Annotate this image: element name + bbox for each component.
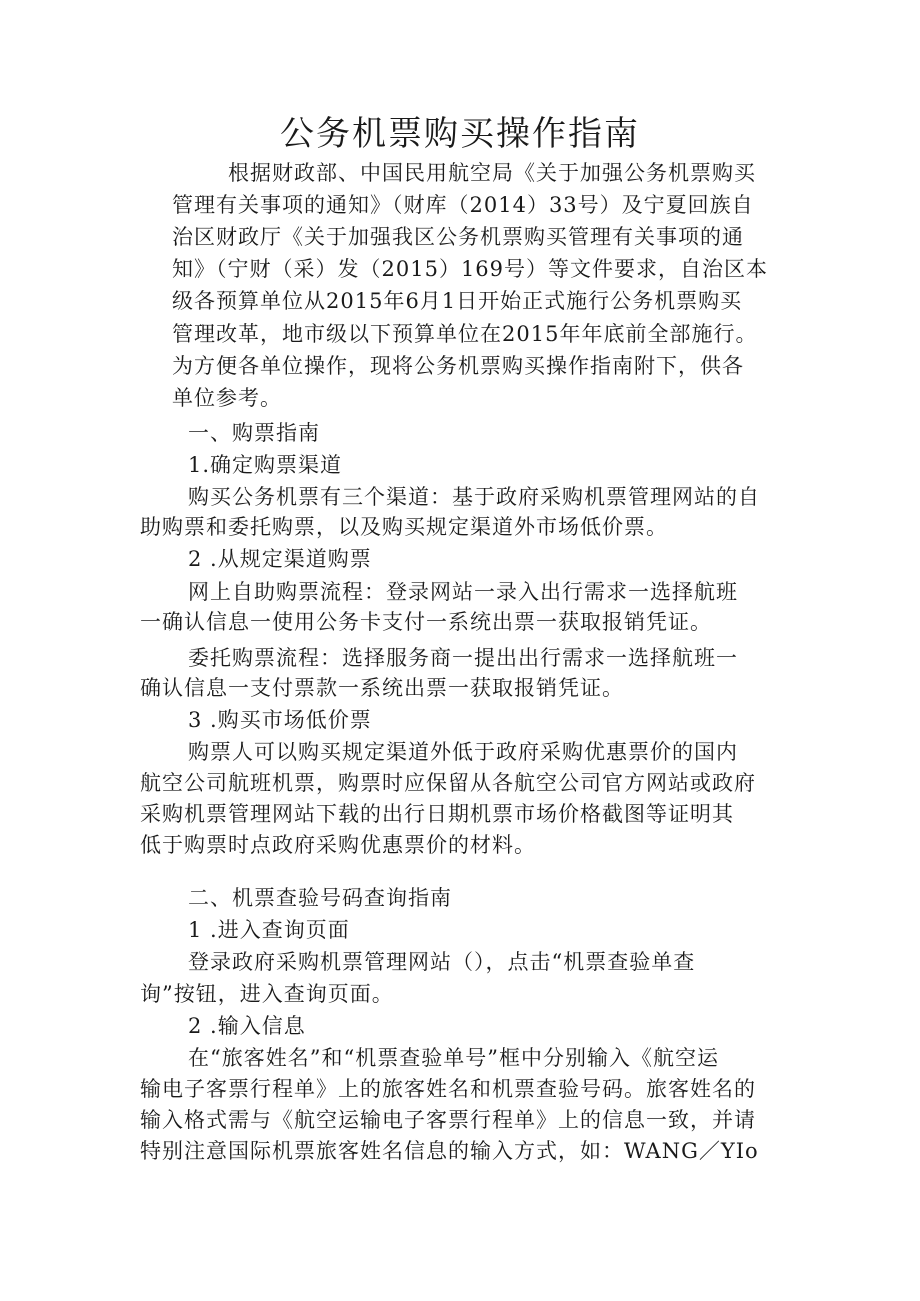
intro-line: 单位参考。 [172,386,282,410]
intro-line: 治区财政厅《关于加强我区公务机票购买管理有关事项的通 [172,225,744,249]
paragraph-line: 特别注意国际机票旅客姓名信息的输入方式，如：WANG／YIo [140,1139,759,1163]
subsection-heading: 1 .进入查询页面 [188,918,350,942]
document-title: 公务机票购买操作指南 [280,114,640,154]
paragraph-line: 确认信息一支付票款一系统出票一获取报销凭证。 [140,676,624,700]
paragraph-line: 询”按钮，进入查询页面。 [140,982,394,1006]
paragraph-line: 输电子客票行程单》上的旅客姓名和机票查验号码。旅客姓名的 [140,1077,756,1101]
paragraph-line: 网上自助购票流程：登录网站一录入出行需求一选择航班 [188,580,738,604]
paragraph-line: 低于购票时点政府采购优惠票价的材料。 [140,833,536,857]
section-heading: 一、购票指南 [188,421,320,445]
paragraph-line: 输入格式需与《航空运输电子客票行程单》上的信息一致，并请 [140,1108,756,1132]
paragraph-line: 采购机票管理网站下载的出行日期机票市场价格截图等证明其 [140,802,734,826]
intro-line: 知》（宁财（采）发（2015）169号）等文件要求，自治区本 [172,257,769,281]
paragraph-line: 购票人可以购买规定渠道外低于政府采购优惠票价的国内 [188,740,738,764]
paragraph-line: 航空公司航班机票，购票时应保留从各航空公司官方网站或政府 [140,771,756,795]
intro-line: 根据财政部、中国民用航空局《关于加强公务机票购买 [228,161,756,185]
subsection-heading: 2 .从规定渠道购票 [188,547,372,571]
intro-line: 管理有关事项的通知》（财库（2014）33号）及宁夏回族自 [172,193,754,217]
paragraph-line: 登录政府采购机票管理网站（），点击“机票查验单查 [188,950,696,974]
section-heading: 二、机票查验号码查询指南 [188,886,452,910]
intro-line: 管理改革，地市级以下预算单位在2015年年底前全部施行。 [172,322,758,346]
paragraph-line: 在“旅客姓名”和“机票查验单号”框中分别输入《航空运 [188,1046,719,1070]
paragraph-line: 助购票和委托购票，以及购买规定渠道外市场低价票。 [140,515,668,539]
paragraph-line: 一确认信息一使用公务卡支付一系统出票一获取报销凭证。 [140,610,712,634]
paragraph-line: 委托购票流程：选择服务商一提出出行需求一选择航班一 [188,646,738,670]
paragraph-line: 购买公务机票有三个渠道：基于政府采购机票管理网站的自 [188,485,760,509]
intro-line: 级各预算单位从2015年6月1日开始正式施行公务机票购买 [172,289,743,313]
subsection-heading: 3 .购买市场低价票 [188,708,372,732]
subsection-heading: 1.确定购票渠道 [188,453,343,477]
intro-line: 为方便各单位操作，现将公务机票购买操作指南附下，供各 [172,354,744,378]
subsection-heading: 2 .输入信息 [188,1014,306,1038]
